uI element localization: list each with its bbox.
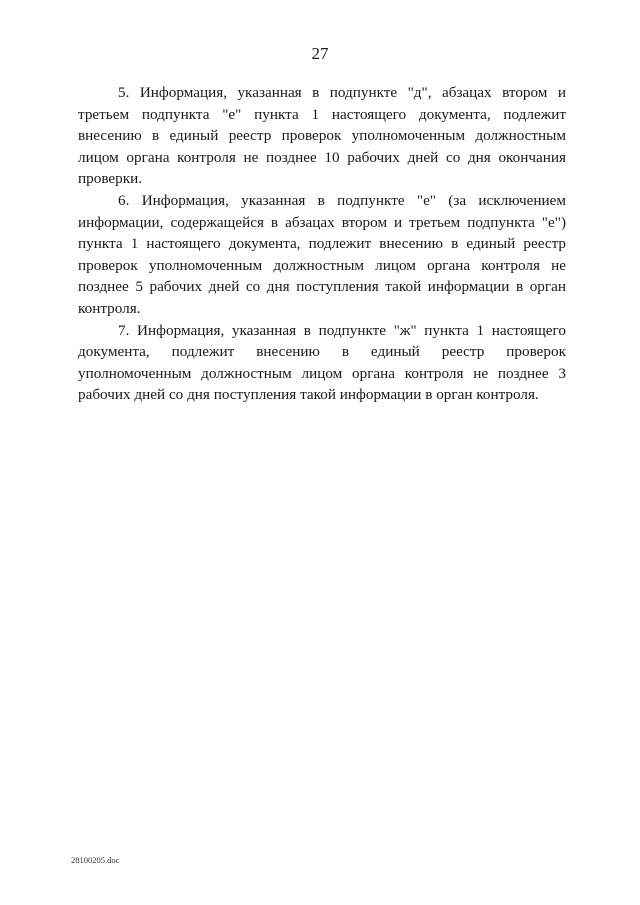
footer-filename: 28100205.doc [71,855,120,865]
document-body [78,82,566,406]
page-number: 27 [311,44,329,63]
paragraph-5: 5. Информация, указанная в подпункте "д", абзацах втором и третьем подпункта "е" пункта 1 настоящего документа, подлежит внесению в единый реестр проверок уполномоченным должностным лицом органа контроля не позднее 10 рабочих дней со дня окончания проверки. [78,84,566,188]
paragraph-6: 6. Информация, указанная в подпункте "е" (за исключением информации, содержащейся в абзацах втором и третьем подпункта "е") пункта 1 настоящего документа, подлежит внесению в единый реестр проверок уполномоченным должностным лицом органа контроля не позднее 5 рабочих дней со дня поступления такой информации в орган контроля. [78,191,566,317]
paragraph-7: 7. Информация, указанная в подпункте "ж" пункта 1 настоящего документа, подлежит внесению в единый реестр проверок уполномоченным должностным лицом органа контроля не позднее 3 рабочих дней со дня поступления такой информации в орган контроля. [78,321,566,404]
